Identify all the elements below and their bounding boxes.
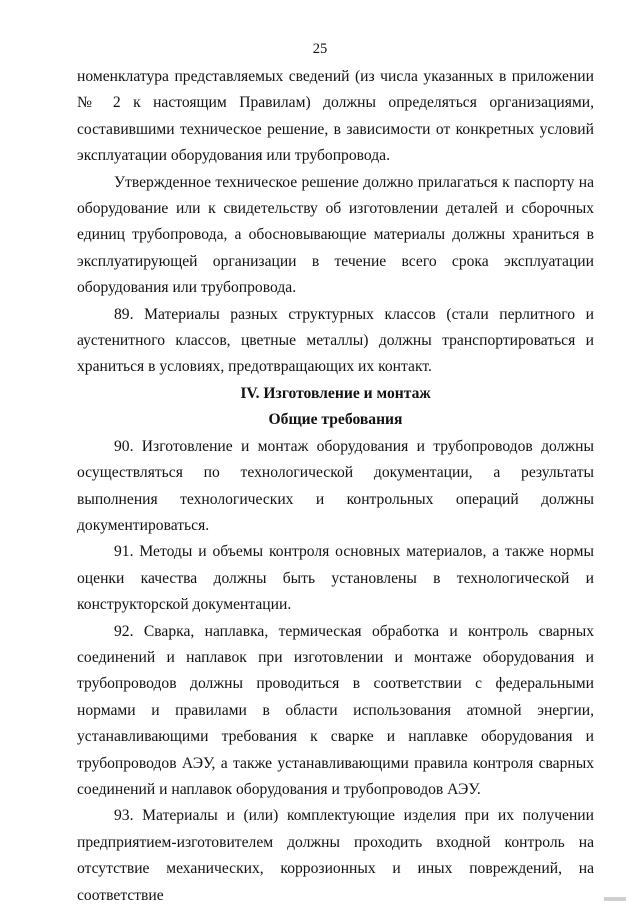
paragraph-92: 92. Сварка, наплавка, термическая обработка и контроль сварных соединений и наплавок при изготовлении и монтаже оборудования и трубопроводов должны проводиться в соответствии с федеральными нормами и правилами в области использования атомной энергии, устанавливающими требования к сварке и наплавке оборудования и трубопроводов АЭУ, а также устанавливающими правила контроля сварных соединений и наплавок оборудования и трубопроводов АЭУ.	[77, 622, 594, 798]
paragraph-89: 89. Материалы разных структурных классов (стали перлитного и аустенитного классов, цветные металлы) должны транспортироваться и храниться в условиях, предотвращающих их контакт.	[77, 305, 594, 376]
paragraph-91: 91. Методы и объемы контроля основных материалов, а также нормы оценки качества должны быть установлены в технологической и конструкторской документации.	[77, 543, 594, 614]
paragraph-continuation: номенклатура представляемых сведений (из числа указанных в приложении № 2 к настоящим Правилам) должны определяться организациями, составившими техническое решение, в зависимости от конкретных условий эксплуатации оборудования или трубопровода.	[77, 68, 594, 165]
paragraph-90: 90. Изготовление и монтаж оборудования и трубопроводов должны осуществляться по технологической документации, а результаты выполнения технологических и контрольных операций должны документироваться.	[77, 437, 594, 534]
paragraph-technical-decision: Утвержденное техническое решение должно прилагаться к паспорту на оборудование или к свидетельству об изготовлении деталей и сборочных единиц трубопровода, а обосновывающие материалы должны храниться в эксплуатирующей организации в течение всего срока эксплуатации оборудования или трубопровода.	[77, 173, 594, 297]
page-number: 25	[312, 41, 328, 57]
document-body	[77, 64, 594, 909]
section-heading: IV. Изготовление и монтаж	[240, 384, 431, 402]
paragraph-93: 93. Материалы и (или) комплектующие изделия при их получении предприятием-изготовителем должны проходить входной контроль на отсутствие механических, коррозионных и иных повреждений, на соответствие	[77, 807, 594, 904]
scan-mark	[604, 897, 626, 901]
subsection-heading: Общие требования	[268, 411, 403, 429]
